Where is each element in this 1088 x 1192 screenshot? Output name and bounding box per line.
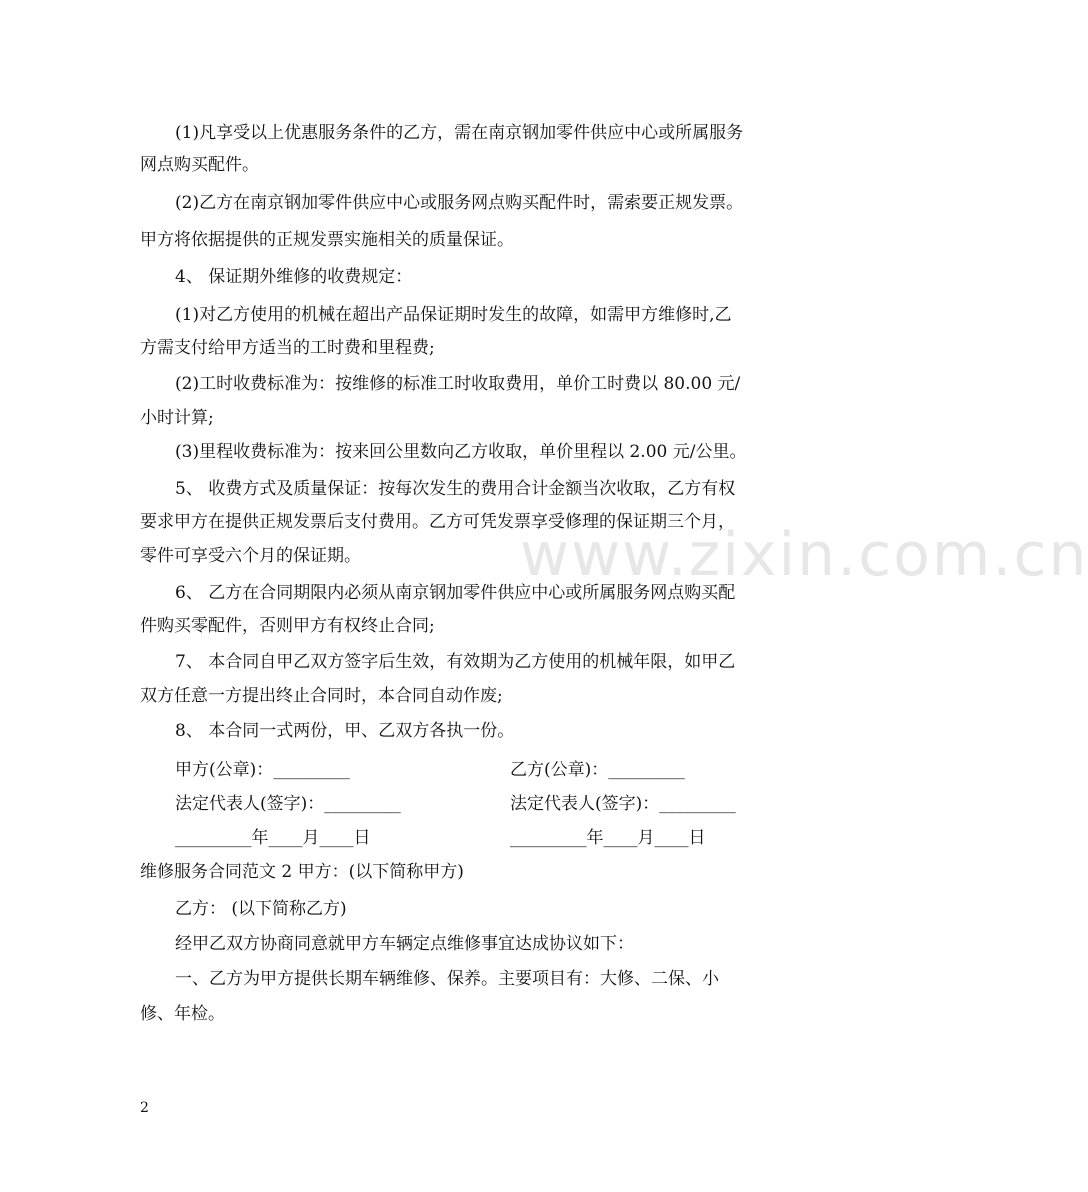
paragraph-line: 甲方将依据提供的正规发票实施相关的质量保证。 bbox=[140, 230, 514, 250]
section-heading: 8、 本合同一式两份，甲、乙双方各执一份。 bbox=[175, 721, 515, 741]
second-template-heading: 维修服务合同范文 2 甲方：(以下简称甲方) bbox=[140, 862, 464, 882]
paragraph-line: 小时计算; bbox=[140, 408, 214, 428]
page-number: 2 bbox=[140, 1100, 149, 1116]
paragraph-line: 一、乙方为甲方提供长期车辆维修、保养。主要项目有：大修、二保、小 bbox=[175, 969, 719, 989]
paragraph-line: 网点购买配件。 bbox=[140, 155, 259, 175]
party-b-date: _________年____月____日 bbox=[510, 828, 706, 848]
paragraph-line: 要求甲方在提供正规发票后支付费用。乙方可凭发票享受修理的保证期三个月， bbox=[140, 512, 735, 532]
paragraph-line: (1)凡享受以上优惠服务条件的乙方，需在南京钢加零件供应中心或所属服务 bbox=[175, 123, 744, 143]
paragraph-line: 经甲乙双方协商同意就甲方车辆定点维修事宜达成协议如下： bbox=[175, 934, 634, 954]
section-heading: 4、 保证期外维修的收费规定： bbox=[175, 267, 413, 287]
paragraph-line: 方需支付给甲方适当的工时费和里程费; bbox=[140, 338, 435, 358]
paragraph-line: 修、年检。 bbox=[140, 1004, 225, 1024]
paragraph-line: (2)工时收费标准为：按维修的标准工时收取费用，单价工时费以 80.00 元/ bbox=[175, 374, 741, 394]
paragraph-line: 零件可享受六个月的保证期。 bbox=[140, 546, 361, 566]
paragraph-line: (2)乙方在南京钢加零件供应中心或服务网点购买配件时，需索要正规发票。 bbox=[175, 193, 744, 213]
watermark-text: www.zixin.com.cn bbox=[520, 520, 1088, 590]
paragraph-line: 乙方： (以下简称乙方) bbox=[175, 899, 347, 919]
section-heading: 7、 本合同自甲乙双方签字后生效，有效期为乙方使用的机械年限，如甲乙 bbox=[175, 652, 736, 672]
paragraph-line: (1)对乙方使用的机械在超出产品保证期时发生的故障，如需甲方维修时,乙 bbox=[175, 305, 732, 325]
party-a-representative: 法定代表人(签字)：_________ bbox=[175, 794, 401, 814]
party-a-date: _________年____月____日 bbox=[175, 828, 371, 848]
section-heading: 6、 乙方在合同期限内必须从南京钢加零件供应中心或所属服务网点购买配 bbox=[175, 583, 736, 603]
section-heading: 5、 收费方式及质量保证：按每次发生的费用合计金额当次收取，乙方有权 bbox=[175, 479, 736, 499]
paragraph-line: (3)里程收费标准为：按来回公里数向乙方收取，单价里程以 2.00 元/公里。 bbox=[175, 442, 747, 462]
paragraph-line: 双方任意一方提出终止合同时，本合同自动作废; bbox=[140, 686, 503, 706]
party-b-representative: 法定代表人(签字)：_________ bbox=[510, 794, 736, 814]
party-a-seal: 甲方(公章)：_________ bbox=[175, 760, 350, 780]
paragraph-line: 件购买零配件，否则甲方有权终止合同; bbox=[140, 616, 435, 636]
party-b-seal: 乙方(公章)：_________ bbox=[510, 760, 685, 780]
